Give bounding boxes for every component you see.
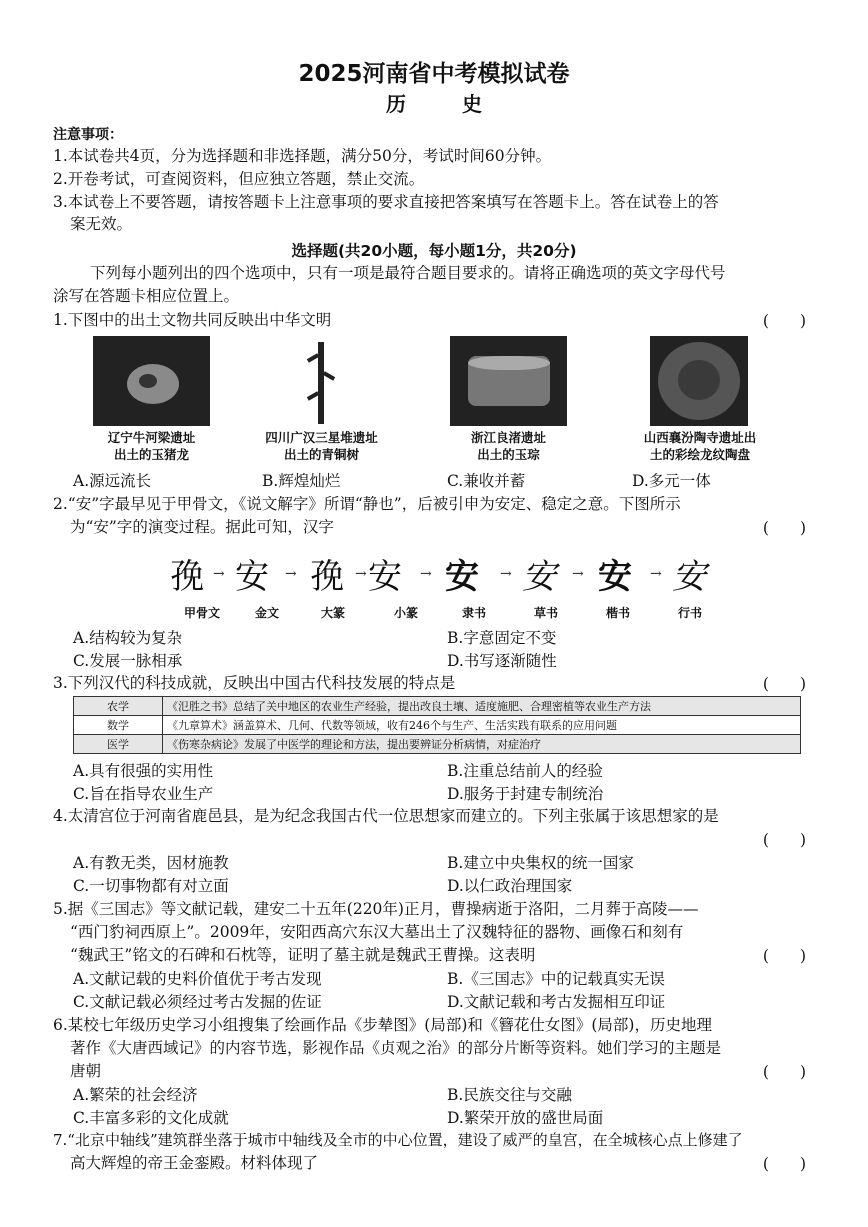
option-d: D.多元一体 [632,472,711,490]
glyph-small-seal: 安 [368,557,402,597]
table-cell: 《伤寒杂病论》发展了中医学的理论和方法，提出要辨证分析病情，对症治疗 [163,735,801,754]
arrow-icon: → [285,566,297,582]
option-b: B.辉煌灿烂 [262,472,341,490]
table-cell: 医学 [74,735,163,754]
q7-stem: 高大辉煌的帝王金銮殿。材料体现了 [70,1154,319,1172]
table-row [74,716,801,735]
arrow-icon: → [213,566,225,582]
answer-paren: ( ) [762,519,806,537]
script-label: 草书 [534,606,559,620]
bronze-tree-image [303,338,339,426]
notice-item: 案无效。 [70,215,133,233]
q2-stem: 2.“安”字最早见于甲骨文，《说文解字》所谓“静也”，后被引申为安定、稳定之意。下图所示 [53,495,681,513]
section-heading: 选择题(共20小题，每小题1分，共20分) [291,242,577,260]
glyph-clerical: 安 [445,557,479,597]
option-c: C.文献记载必须经过考古发掘的佐证 [73,993,322,1011]
q3-stem: 3.下列汉代的科技成就，反映出中国古代科技发展的特点是 [53,674,456,692]
option-a: A.有教无类，因材施教 [73,854,229,872]
option-d: D.服务于封建专制统治 [447,785,604,803]
option-a: A.源远流长 [73,472,152,490]
option-a: A.具有很强的实用性 [73,762,214,780]
option-b: B.《三国志》中的记载真实无误 [447,970,665,988]
table-row [74,697,801,716]
answer-paren: ( ) [762,312,806,330]
option-a: A.结构较为复杂 [73,629,183,647]
script-label: 大篆 [321,606,346,620]
glyph-oracle: 㝃 [170,557,204,597]
science-achievements-table [73,696,801,754]
q6-stem: 著作《大唐西域记》的内容节选，影视作品《贞观之治》的部分片断等资料。她们学习的主题是 [70,1039,722,1057]
section-intro: 下列每小题列出的四个选项中，只有一项是最符合题目要求的。请将正确选项的英文字母代号 [90,264,726,282]
notice-item: 2.开卷考试，可查阅资料，但应独立答题，禁止交流。 [53,170,425,188]
table-cell: 数学 [74,716,163,735]
jade-cong-image [450,336,567,426]
artifact-caption: 辽宁牛河梁遗址 出土的玉猪龙 [107,430,196,462]
q5-stem: “西门豹祠西原上”。2009年，安阳西高穴东汉大墓出土了汉魏特征的器物、画像石和刻有 [70,923,684,941]
q6-stem: 6.某校七年级历史学习小组搜集了绘画作品《步辇图》(局部)和《簪花仕女图》(局部)，历史地理 [53,1016,712,1034]
answer-paren: ( ) [762,1155,806,1173]
script-label: 金文 [255,606,280,620]
table-cell: 《九章算术》涵盖算术、几何、代数等领域，收有246个与生产、生活实践有联系的应用问题 [163,716,801,735]
artifact-caption: 浙江良渚遗址 出土的玉琮 [470,430,546,462]
option-d: D.书写逐渐随性 [447,652,557,670]
glyph-bronze: 安 [235,557,269,597]
option-c: C.一切事物都有对立面 [73,877,229,895]
arrow-icon: → [500,566,512,582]
arrow-icon: → [650,566,662,582]
option-c: C.旨在指导农业生产 [73,785,214,803]
painted-pottery-plate-image [650,336,748,426]
q7-stem: 7.“北京中轴线”建筑群坐落于城市中轴线及全市的中心位置，建设了威严的皇宫，在全城核心点上修建了 [53,1131,743,1149]
arrow-icon: → [572,566,584,582]
table-cell: 农学 [74,697,163,716]
script-label: 隶书 [462,606,487,620]
answer-paren: ( ) [762,1063,806,1081]
option-b: B.建立中央集权的统一国家 [447,854,634,872]
option-d: D.文献记载和考古发掘相互印证 [447,993,666,1011]
answer-paren: ( ) [762,947,806,965]
artifact-caption: 山西襄汾陶寺遗址出 土的彩绘龙纹陶盘 [643,430,757,462]
glyph-running: 安 [672,557,706,597]
jade-pig-dragon-image [93,336,210,426]
option-c: C.兼收并蓄 [447,472,526,490]
option-c: C.发展一脉相承 [73,652,183,670]
script-label: 甲骨文 [184,606,221,620]
subject-title: 历 史 [386,92,500,116]
q5-stem: 5.据《三国志》等文献记载，建安二十五年(220年)正月，曹操病逝于洛阳，二月葬于高陵—— [53,900,699,918]
script-label: 楷书 [606,606,631,620]
answer-paren: ( ) [762,675,806,693]
table-row [74,735,801,754]
glyph-great-seal: 㝃 [310,557,344,597]
option-c: C.丰富多彩的文化成就 [73,1109,229,1127]
q2-stem: 为“安”字的演变过程。据此可知，汉字 [70,518,334,536]
notice-item: 3.本试卷上不要答题，请按答题卡上注意事项的要求直接把答案填写在答题卡上。答在试卷上的答 [53,193,719,211]
exam-title: 2025河南省中考模拟试卷 [298,61,570,87]
section-intro: 涂写在答题卡相应位置上。 [53,287,240,305]
q1-stem: 1.下图中的出土文物共同反映出中华文明 [53,311,332,329]
option-b: B.字意固定不变 [447,629,557,647]
option-d: D.繁荣开放的盛世局面 [447,1109,604,1127]
table-cell: 《氾胜之书》总结了关中地区的农业生产经验，提出改良土壤、适度施肥、合理密植等农业生产方法 [163,697,801,716]
glyph-regular: 安 [598,557,632,597]
glyph-cursive: 安 [522,557,556,597]
arrow-icon: → [420,566,432,582]
artifact-caption: 四川广汉三星堆遗址 出土的青铜树 [265,430,378,462]
script-label: 行书 [678,606,703,620]
option-b: B.民族交往与交融 [447,1086,572,1104]
option-a: A.繁荣的社会经济 [73,1086,198,1104]
option-d: D.以仁政治理国家 [447,877,573,895]
arrow-icon: → [355,566,367,582]
option-a: A.文献记载的史料价值优于考古发现 [73,970,322,988]
answer-paren: ( ) [762,831,806,849]
q4-stem: 4.太清宫位于河南省鹿邑县，是为纪念我国古代一位思想家而建立的。下列主张属于该思想家的是 [53,807,719,825]
q5-stem: “魏武王”铭文的石碑和石枕等，证明了墓主就是魏武王曹操。这表明 [70,946,536,964]
notice-heading: 注意事项： [53,127,123,143]
notice-item: 1.本试卷共4页，分为选择题和非选择题，满分50分，考试时间60分钟。 [53,147,552,165]
option-b: B.注重总结前人的经验 [447,762,603,780]
q6-stem: 唐朝 [70,1062,102,1080]
script-label: 小篆 [394,606,419,620]
